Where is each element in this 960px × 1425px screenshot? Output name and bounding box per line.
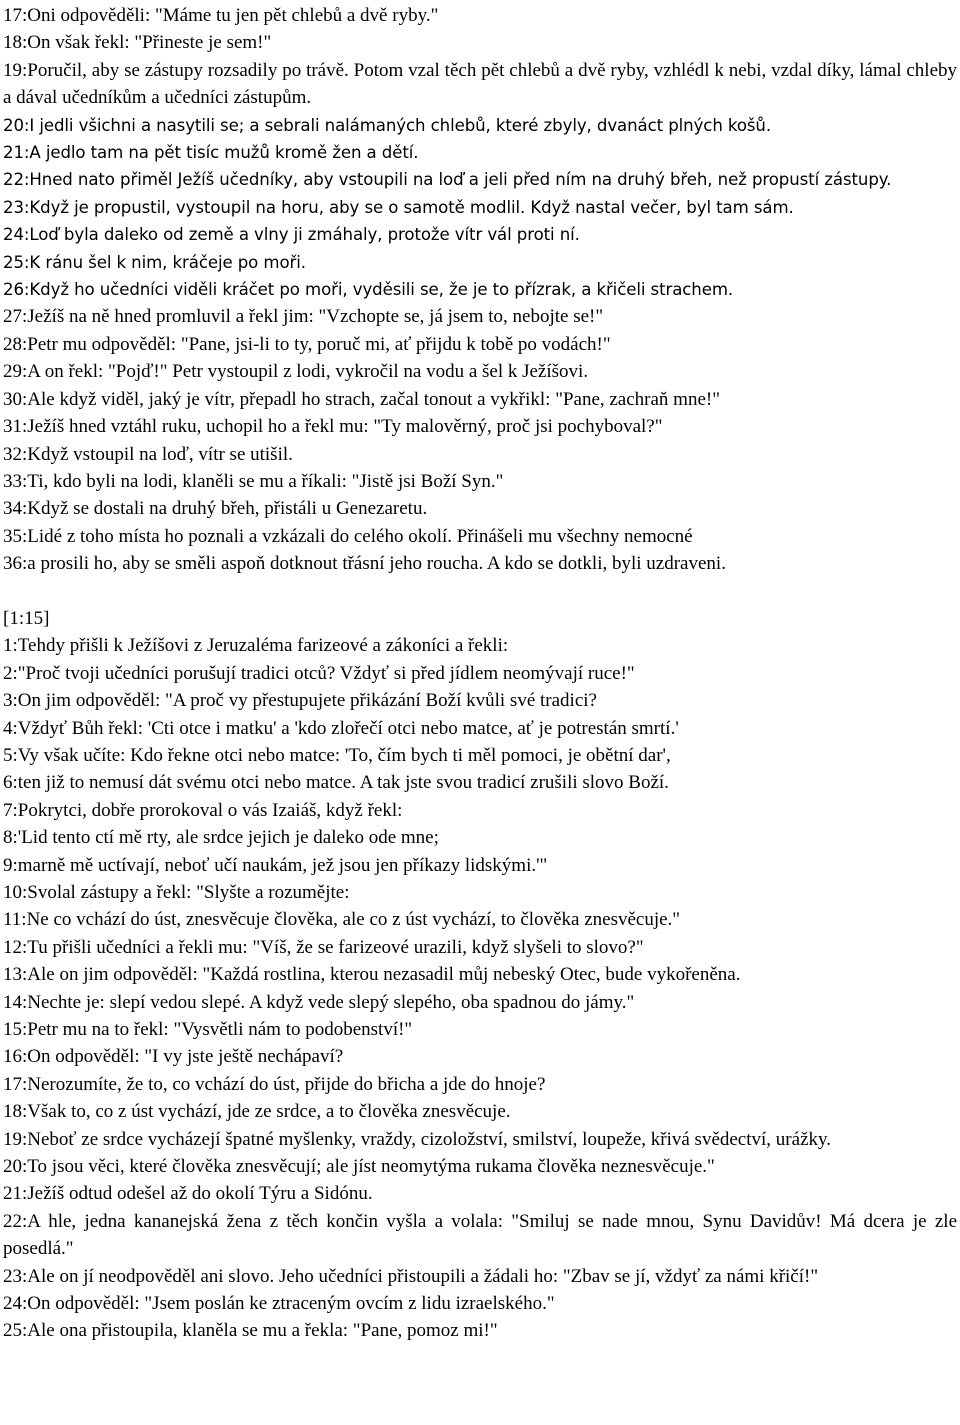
verse-9: 9:marně mě uctívají, neboť učí naukám, jež jsou jen příkazy lidskými.'"	[3, 854, 548, 876]
verse-15: 15:Petr mu na to řekl: "Vysvětli nám to podobenství!"	[3, 1019, 413, 1041]
verse-13: 13:Ale on jim odpověděl: "Každá rostlina, kterou nezasadil můj nebeský Otec, bude vykořeněna.	[3, 964, 741, 986]
verse-34: 34:Když se dostali na druhý břeh, přistáli u Genezaretu.	[3, 498, 428, 520]
verse-21: 21:A jedlo tam na pět tisíc mužů kromě žen a dětí.	[3, 143, 419, 163]
verse-25: 25:K ránu šel k nim, kráčeje po moři.	[3, 252, 306, 272]
verse-36: 36:a prosili ho, aby se směli aspoň dotknout třásní jeho roucha. A kdo se dotkli, byli uzdraveni.	[3, 553, 726, 575]
verse-25b: 25:Ale ona přistoupila, klaněla se mu a řekla: "Pane, pomoz mi!"	[3, 1320, 498, 1342]
verse-18b: 18:Však to, co z úst vychází, jde ze srdce, a to člověka znesvěcuje.	[3, 1101, 511, 1123]
verse-23: 23:Když je propustil, vystoupil na horu, aby se o samotě modlil. Když nastal večer, byl tam sám.	[3, 197, 794, 217]
verse-10: 10:Svolal zástupy a řekl: "Slyšte a rozumějte:	[3, 881, 350, 903]
verse-4: 4:Vždyť Bůh řekl: 'Cti otce i matku' a 'kdo zlořečí otci nebo matce, ať je potrestán smrtí.'	[3, 717, 679, 739]
verse-32: 32:Když vstoupil na loď, vítr se utišil.	[3, 443, 293, 465]
verse-30: 30:Ale když viděl, jaký je vítr, přepadl ho strach, začal tonout a vykřikl: "Pane, zachraň mne!"	[3, 388, 720, 410]
verse-22: 22:Hned nato přiměl Ježíš učedníky, aby vstoupili na loď a jeli před ním na druhý břeh, než propustí zástupy.	[3, 170, 892, 190]
verse-35: 35:Lidé z toho místa ho poznali a vzkázali do celého okolí. Přinášeli mu všechny nemocné	[3, 525, 693, 547]
verse-17b: 17:Nerozumíte, že to, co vchází do úst, přijde do břicha a jde do hnoje?	[3, 1073, 546, 1095]
verse-31: 31:Ježíš hned vztáhl ruku, uchopil ho a řekl mu: "Ty malověrný, proč jsi pochyboval?"	[3, 416, 663, 438]
verse-19b: 19:Neboť ze srdce vycházejí špatné myšlenky, vraždy, cizoložství, smilství, loupeže, křivá svědectví, urážky.	[3, 1128, 832, 1150]
verse-8: 8:'Lid tento ctí mě rty, ale srdce jejich je daleko ode mne;	[3, 827, 439, 849]
verse-33: 33:Ti, kdo byli na lodi, klaněli se mu a říkali: "Jistě jsi Boží Syn."	[3, 470, 504, 492]
verse-17: 17:Oni odpověděli: "Máme tu jen pět chlebů a dvě ryby."	[3, 5, 439, 26]
verse-14: 14:Nechte je: slepí vedou slepé. A když vede slepý slepého, oba spadnou do jámy."	[3, 991, 635, 1013]
verse-28: 28:Petr mu odpověděl: "Pane, jsi-li to ty, poruč mi, ať přijdu k tobě po vodách!"	[3, 333, 611, 355]
verse-5: 5:Vy však učíte: Kdo řekne otci nebo matce: 'To, čím bych ti měl pomoci, je obětní dar',	[3, 744, 671, 766]
verse-19: 19:Poručil, aby se zástupy rozsadily po trávě. Potom vzal těch pět chlebů a dvě ryby, vzhlédl k nebi, vzdal díky, lámal chleby a dával učedníkům a učedníci zástupům.	[3, 59, 957, 109]
verse-16: 16:On odpověděl: "I vy jste ještě nechápaví?	[3, 1046, 344, 1068]
verse-6: 6:ten již to nemusí dát svému otci nebo matce. A tak jste svou tradicí zrušili slovo Boží.	[3, 772, 669, 794]
verse-22b: 22:A hle, jedna kananejská žena z těch končin vyšla a volala: "Smiluj se nade mnou, Synu Davidův! Má dcera je zle posedlá."	[3, 1210, 957, 1260]
verse-3: 3:On jim odpověděl: "A proč vy přestupujete přikázání Boží kvůli své tradici?	[3, 690, 597, 712]
verse-1: 1:Tehdy přišli k Ježíšovi z Jeruzaléma farizeové a zákoníci a řekli:	[3, 635, 509, 657]
verse-24: 24:Loď byla daleko od země a vlny ji zmáhaly, protože vítr vál proti ní.	[3, 225, 580, 245]
verse-7: 7:Pokrytci, dobře prorokoval o vás Izaiáš, když řekl:	[3, 799, 403, 821]
verse-21b: 21:Ježíš odtud odešel až do okolí Týru a Sidónu.	[3, 1183, 373, 1205]
chapter-heading: [1:15]	[3, 607, 50, 629]
verse-20b: 20:To jsou věci, které člověka znesvěcují; ale jíst neomytýma rukama člověka neznesvěcuje."	[3, 1156, 715, 1178]
verse-27: 27:Ježíš na ně hned promluvil a řekl jim: "Vzchopte se, já jsem to, nebojte se!"	[3, 306, 604, 328]
verse-26: 26:Když ho učedníci viděli kráčet po moři, vyděsili se, že je to přízrak, a křičeli strachem.	[3, 280, 734, 300]
verse-2: 2:"Proč tvoji učedníci porušují tradici otců? Vždyť si před jídlem neomývají ruce!"	[3, 662, 635, 684]
paragraph-gap	[3, 578, 957, 605]
verse-23b: 23:Ale on jí neodpověděl ani slovo. Jeho učedníci přistoupili a žádali ho: "Zbav se jí, vždyť za námi křičí!"	[3, 1265, 819, 1287]
verse-18: 18:On však řekl: "Přineste je sem!"	[3, 32, 272, 54]
verse-29: 29:A on řekl: "Pojď!" Petr vystoupil z lodi, vykročil na vodu a šel k Ježíšovi.	[3, 361, 589, 383]
verse-12: 12:Tu přišli učedníci a řekli mu: "Víš, že se farizeové urazili, když slyšeli to slovo?"	[3, 936, 644, 958]
verse-24b: 24:On odpověděl: "Jsem poslán ke ztraceným ovcím z lidu izraelského."	[3, 1293, 555, 1315]
verse-11: 11:Ne co vchází do úst, znesvěcuje člověka, ale co z úst vychází, to člověka znesvěcuje."	[3, 909, 681, 931]
verse-20: 20:I jedli všichni a nasytili se; a sebrali nalámaných chlebů, které zbyly, dvanáct plných košů.	[3, 115, 772, 135]
